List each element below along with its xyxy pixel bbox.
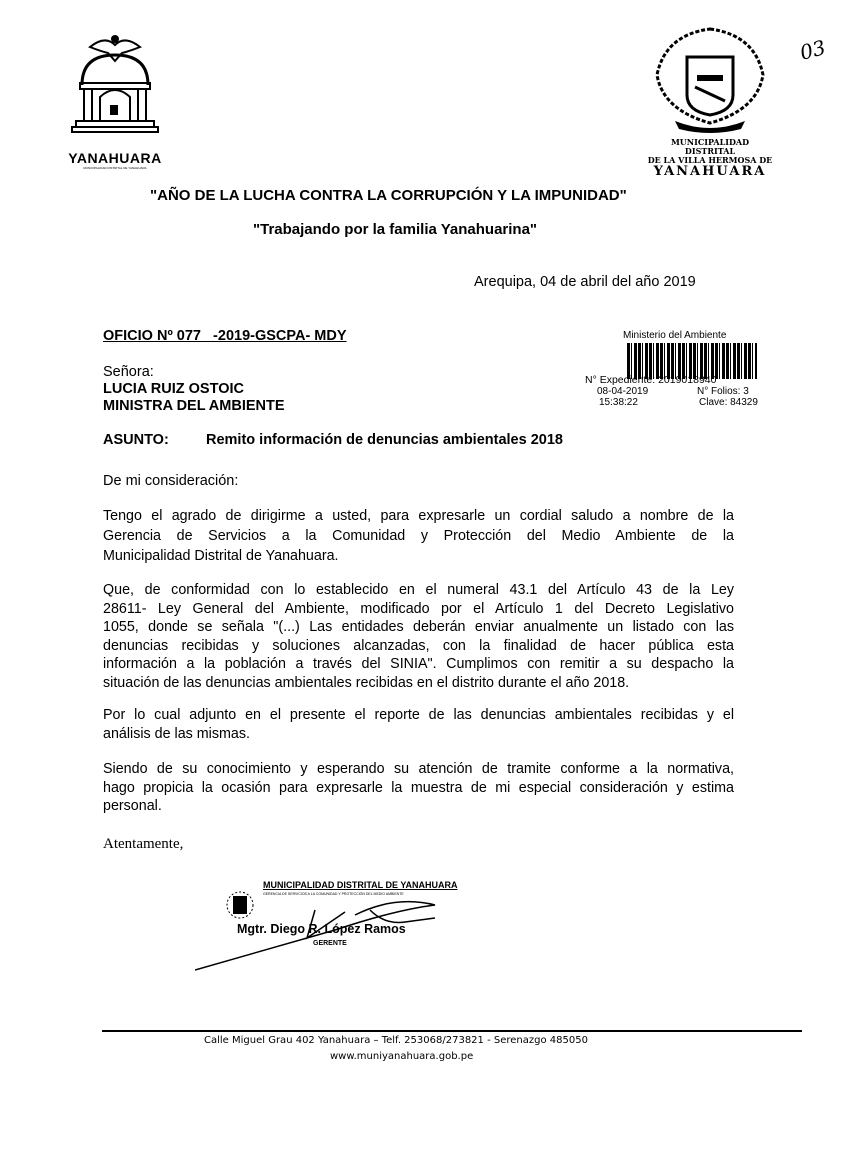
recipient-name: LUCIA RUIZ OSTOIC [103, 381, 244, 397]
stamp-row-1 [585, 386, 785, 397]
seal-line-2: DE LA VILLA HERMOSA DE [647, 155, 773, 165]
oficio-number: OFICIO Nº 077 -2019-GSCPA- MDY [103, 328, 347, 344]
paragraph-line: Por lo cual adjunto en el presente el reporte de las denuncias ambientales recibidas y el [103, 707, 734, 723]
subject-text: Remito información de denuncias ambientales 2018 [206, 432, 563, 448]
arch-eagle-icon [60, 25, 170, 140]
year-title: "AÑO DE LA LUCHA CONTRA LA CORRUPCIÓN Y LA IMPUNIDAD" [150, 187, 627, 204]
municipal-seal [645, 25, 775, 178]
seal-line-3: YANAHUARA [653, 164, 767, 179]
paragraph-line: hago propicia la ocasión para expresarle la muestra de mi especial consideración y estima [103, 779, 734, 796]
footer-website: www.muniyanahuara.gob.pe [330, 1051, 474, 1062]
handwritten-page-number: 03 [797, 35, 829, 65]
paragraph-line: personal. [103, 798, 162, 814]
stamp-clave: Clave: 84329 [699, 397, 758, 408]
recipient-title: MINISTRA DEL AMBIENTE [103, 398, 285, 414]
closing: Atentamente, [103, 836, 184, 852]
stamp-expediente: N° Expediente: 2019018940 [585, 374, 717, 386]
greeting: De mi consideración: [103, 473, 239, 489]
paragraph-line: Tengo el agrado de dirigirme a usted, para expresarle un cordial saludo a nombre de la [103, 508, 734, 524]
paragraph-line: Gerencia de Servicios a la Comunidad y Protección del Medio Ambiente de la [103, 528, 734, 544]
signer-name: Mgtr. Diego R. López Ramos [237, 922, 406, 936]
motto: "Trabajando por la familia Yanahuarina" [253, 221, 538, 238]
stamp-date: 08-04-2019 [597, 386, 649, 397]
footer-address: Calle Miguel Grau 402 Yanahuara – Telf. 253068/273821 - Serenazgo 485050 [204, 1035, 588, 1046]
signer-role: GERENTE [313, 940, 347, 947]
paragraph-line: Municipalidad Distrital de Yanahuara. [103, 548, 339, 564]
paragraph-line: denuncias recibidas y soluciones alcanzadas, con la finalidad de hacer pública esta [103, 637, 734, 654]
seal-line-1: MUNICIPALIDAD DISTRITAL [670, 137, 750, 156]
paragraph-line: situación de las denuncias ambientales recibidas en el distrito durante el año 2018. [103, 674, 630, 691]
stamp-time: 15:38:22 [599, 397, 638, 408]
footer-divider [102, 1030, 802, 1032]
paragraph-2 [103, 581, 734, 692]
paragraph-4 [103, 760, 734, 816]
logo-subtext: MUNICIPALIDAD DISTRITAL DE YANAHUARA [83, 166, 147, 170]
paragraph-line: 28611- Ley General del Ambiente, modificado por el Artículo 1 del Decreto Legislativo [103, 600, 734, 617]
recipient-salutation: Señora: [103, 364, 154, 380]
paragraph-line: información a la población a través del SINIA". Cumplimos con remitir a su despacho la [103, 656, 734, 672]
stamp-institution: Ministerio del Ambiente [623, 330, 727, 341]
coat-of-arms-icon [645, 25, 775, 133]
date-line: Arequipa, 04 de abril del año 2019 [474, 274, 696, 290]
stamp-subheader: GERENCIA DE SERVICIOS A LA COMUNIDAD Y PROTECCIÓN DEL MEDIO AMBIENTE [263, 892, 404, 896]
paragraph-line: Que, de conformidad con lo establecido en el numeral 43.1 del Artículo 43 de la Ley [103, 582, 734, 598]
paragraph-3 [103, 706, 734, 743]
paragraph-line: Siendo de su conocimiento y esperando su atención de tramite conforme a la normativa, [103, 761, 734, 777]
subject-label: ASUNTO: [103, 432, 169, 448]
paragraph-1 [103, 506, 734, 566]
signature-block [225, 880, 458, 960]
reception-stamp [585, 330, 785, 408]
yanahuara-logo [60, 25, 170, 170]
stamp-row-2 [585, 397, 785, 408]
paragraph-line: 1055, donde se señala "(...) Las entidades deberán enviar anualmente un listado con las [103, 619, 734, 635]
logo-text: YANAHUARA [68, 150, 162, 166]
stamp-folios: N° Folios: 3 [697, 386, 749, 397]
stamp-header: MUNICIPALIDAD DISTRITAL DE YANAHUARA [263, 880, 458, 890]
paragraph-line: análisis de las mismas. [103, 725, 250, 742]
